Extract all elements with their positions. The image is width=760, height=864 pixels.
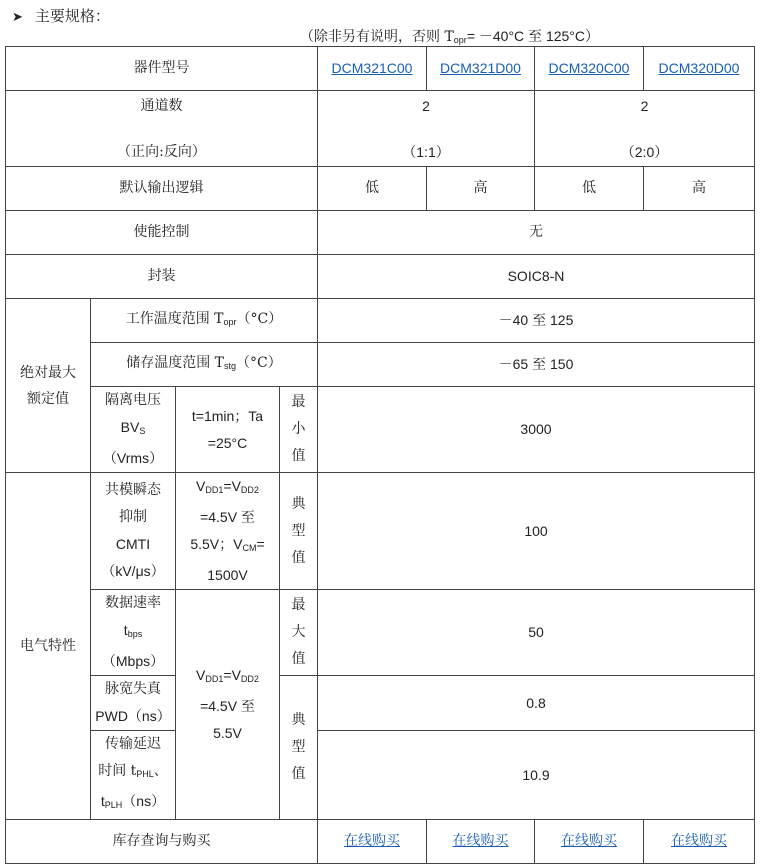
isolation-value: 3000 [318,387,755,473]
channel-row [6,91,755,167]
channel-group-2: 2 （2:0） [535,91,755,167]
data-rate-label: 数据速率 $t_{bps}$ （Mbps） [91,590,176,676]
buy-link-2[interactable]: 在线购买 [427,820,535,864]
section-heading-text: 主要规格： [34,7,110,25]
topr-row [6,299,755,343]
topr-label: 工作温度范围 $T_{opr}(^\circ C)$ [91,299,318,343]
data-rate-type: 最 大 值 [280,590,318,676]
pwd-label: 脉宽失真 PWD（ns） [91,676,176,731]
default-output-2: 高 [427,167,535,211]
package-row [6,255,755,299]
channel-label: 通道数 （正向:反向） [6,91,318,167]
isolation-label: 隔离电压 $BV_S$ （Vrms） [91,387,176,473]
cmti-type: 典 型 值 [280,473,318,590]
model-row [6,47,755,91]
model-label: 器件型号 [6,47,318,91]
model-link-4[interactable]: DCM320D00 [644,47,755,91]
buy-link-1[interactable]: 在线购买 [318,820,427,864]
default-output-label: 默认输出逻辑 [6,167,318,211]
arrow-bullet-icon: ➤ [12,10,23,25]
enable-row [6,211,755,255]
default-output-1: 低 [318,167,427,211]
isolation-row [6,387,755,473]
package-value: SOIC8-N [318,255,755,299]
data-rate-row [6,590,755,676]
enable-label: 使能控制 [6,211,318,255]
typical-type-shared: 典 型 值 [280,676,318,820]
tstg-value: －65 至 150 [318,343,755,387]
cmti-value: 100 [318,473,755,590]
default-output-3: 低 [535,167,644,211]
shared-condition: $V_{DD1}=V_{DD2}$ =4.5V 至 5.5V [176,590,280,820]
tpd-value: 10.9 [318,731,755,820]
buy-link-4[interactable]: 在线购买 [644,820,755,864]
abs-max-group-label: 绝对最大 额定值 [6,299,91,473]
model-link-2[interactable]: DCM321D00 [427,47,535,91]
tstg-label: 储存温度范围 $T_{stg}(^\circ C)$ [91,343,318,387]
cmti-row [6,473,755,590]
pwd-row [6,676,755,731]
model-link-1[interactable]: DCM321C00 [318,47,427,91]
buy-label: 库存查询与购买 [6,820,318,864]
buy-row [6,820,755,864]
default-output-4: 高 [644,167,755,211]
spec-table [5,46,755,864]
buy-link-3[interactable]: 在线购买 [535,820,644,864]
condition-note: （除非另有说明，否则 $T_{opr}= -40^\circ C$ 至 125°C） [300,28,600,45]
tpd-label: 传输延迟 时间 $t_{PHL}$、 $t_{PLH}(ns)$ [91,731,176,820]
data-rate-value: 50 [318,590,755,676]
isolation-type: 最 小 值 [280,387,318,473]
topr-value: －40 至 125 [318,299,755,343]
tstg-row [6,343,755,387]
section-heading [12,6,110,28]
tpd-row [6,731,755,820]
default-output-row [6,167,755,211]
enable-value: 无 [318,211,755,255]
model-link-3[interactable]: DCM320C00 [535,47,644,91]
channel-group-1: 2 （1:1） [318,91,535,167]
package-label: 封装 [6,255,318,299]
electrical-group-label: 电气特性 [6,473,91,820]
cmti-label: 共模瞬态 抑制 CMTI （kV/μs） [91,473,176,590]
isolation-condition: t=1min；Ta =25°C [176,387,280,473]
pwd-value: 0.8 [318,676,755,731]
cmti-condition: $V_{DD1}=V_{DD2}$ =4.5V 至 5.5V；$V_{CM}=$ 1500V [176,473,280,590]
